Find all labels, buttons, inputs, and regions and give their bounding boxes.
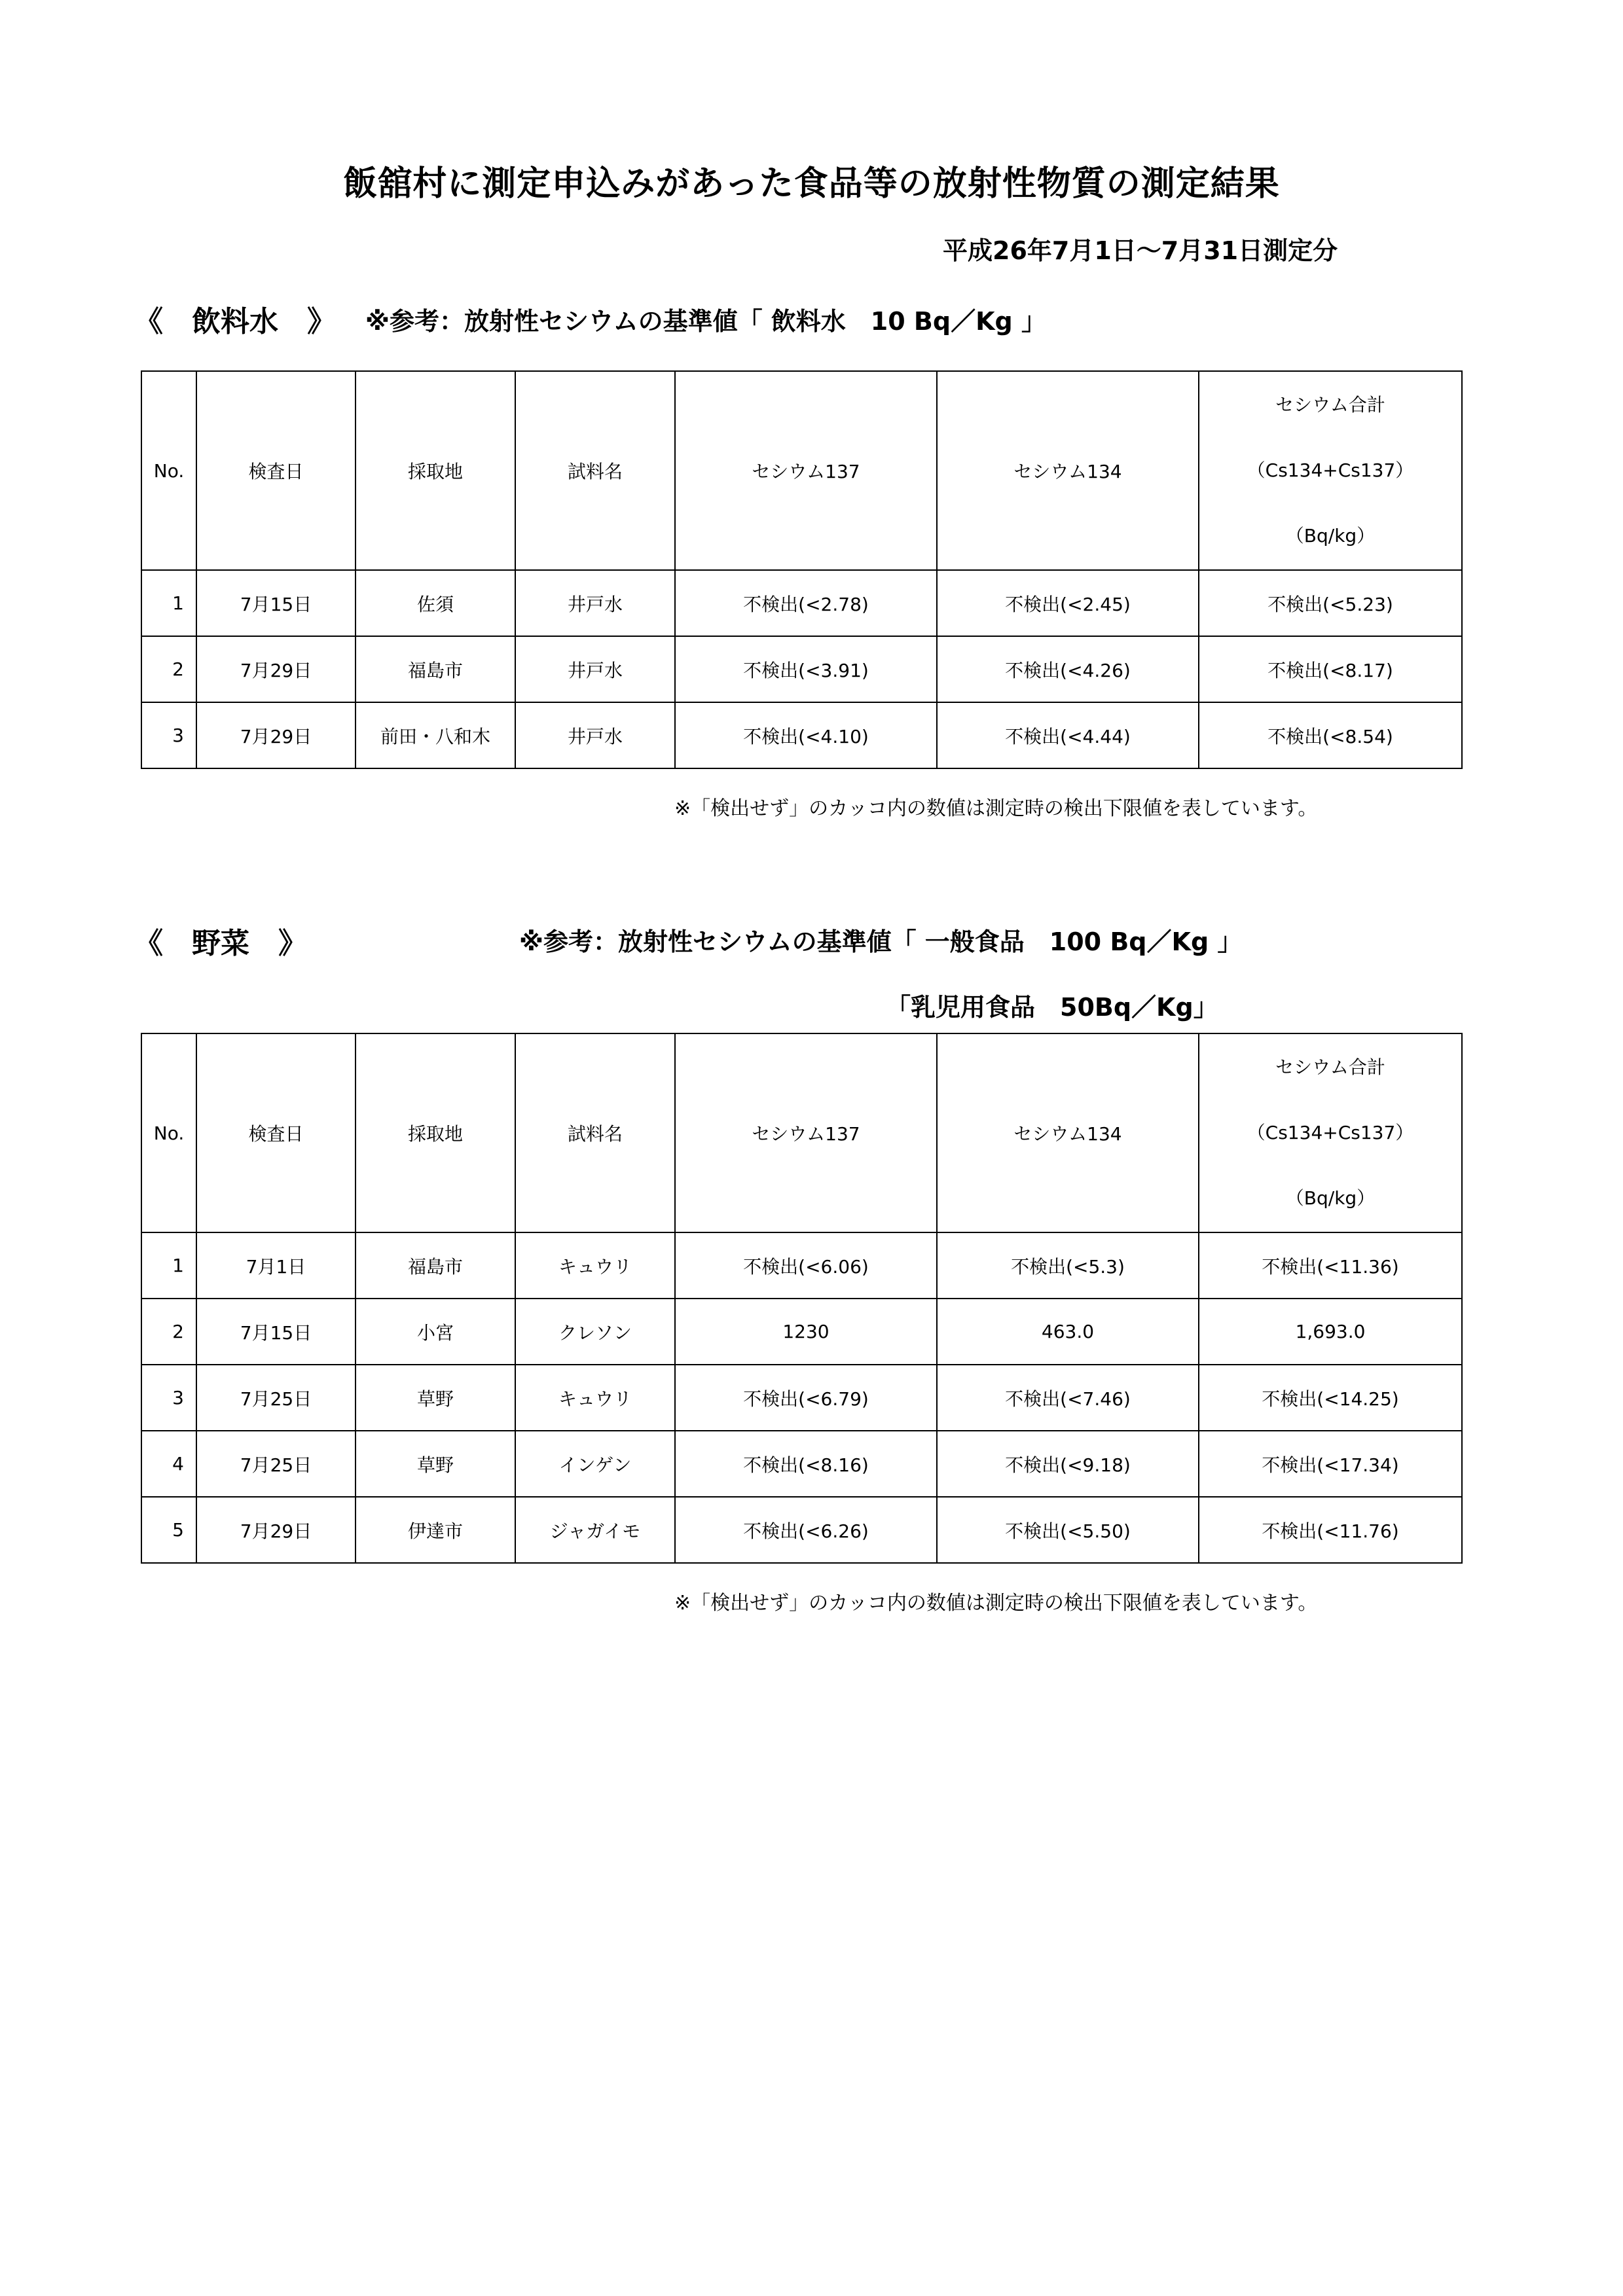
cell-total: 不検出(<17.34) <box>1199 1431 1462 1497</box>
cell-no: 2 <box>141 1299 196 1365</box>
cell-no: 1 <box>141 570 196 636</box>
cell-date: 7月25日 <box>196 1431 356 1497</box>
cell-location: 小宮 <box>356 1299 515 1365</box>
header-total-line2: （Cs134+Cs137） <box>1247 459 1414 481</box>
cell-location: 伊達市 <box>356 1497 515 1563</box>
cell-total: 不検出(<8.17) <box>1199 636 1462 702</box>
cell-location: 佐須 <box>356 570 515 636</box>
header-total-line3: （Bq/kg） <box>1285 525 1376 547</box>
header-location: 採取地 <box>356 1033 515 1232</box>
cell-total: 不検出(<14.25) <box>1199 1365 1462 1431</box>
cell-sample: キュウリ <box>515 1365 675 1431</box>
header-total-line2: （Cs134+Cs137） <box>1247 1122 1414 1143</box>
header-sample: 試料名 <box>515 1033 675 1232</box>
cell-no: 5 <box>141 1497 196 1563</box>
cell-location: 前田・八和木 <box>356 702 515 768</box>
drinking-water-footnote: ※「検出せず」のカッコ内の数値は測定時の検出下限値を表しています。 <box>674 797 1318 820</box>
cell-sample: キュウリ <box>515 1232 675 1299</box>
table-row <box>141 702 1462 768</box>
cell-no: 4 <box>141 1431 196 1497</box>
cell-location: 福島市 <box>356 1232 515 1299</box>
cell-no: 3 <box>141 1365 196 1431</box>
cell-cs134: 不検出(<2.45) <box>937 570 1199 636</box>
header-total-line1: セシウム合計 <box>1275 394 1385 416</box>
cell-sample: クレソン <box>515 1299 675 1365</box>
cell-cs134: 不検出(<5.50) <box>937 1497 1199 1563</box>
header-cs137: セシウム137 <box>675 1033 937 1232</box>
cell-total: 不検出(<5.23) <box>1199 570 1462 636</box>
header-location: 採取地 <box>356 371 515 570</box>
header-no: No. <box>141 371 196 570</box>
header-no: No. <box>141 1033 196 1232</box>
cell-cs134: 不検出(<9.18) <box>937 1431 1199 1497</box>
table-header-row <box>141 371 1462 570</box>
table-header-row <box>141 1033 1462 1232</box>
header-total-line1: セシウム合計 <box>1275 1056 1385 1078</box>
vegetables-reference: ※参考：放射性セシウムの基準値「 一般食品 100 Bq／Kg 」 <box>519 927 1243 956</box>
header-total-line3: （Bq/kg） <box>1285 1187 1376 1209</box>
cell-cs137: 不検出(<6.26) <box>675 1497 937 1563</box>
cell-sample: 井戸水 <box>515 570 675 636</box>
cell-cs134: 不検出(<4.44) <box>937 702 1199 768</box>
cell-sample: インゲン <box>515 1431 675 1497</box>
vegetables-footnote: ※「検出せず」のカッコ内の数値は測定時の検出下限値を表しています。 <box>674 1592 1318 1615</box>
vegetables-heading: 《 野菜 》 <box>134 927 307 960</box>
header-total <box>1199 371 1462 570</box>
header-date: 検査日 <box>196 1033 356 1232</box>
cell-location: 草野 <box>356 1431 515 1497</box>
cell-no: 1 <box>141 1232 196 1299</box>
cell-sample: 井戸水 <box>515 636 675 702</box>
cell-cs134: 不検出(<4.26) <box>937 636 1199 702</box>
cell-cs137: 不検出(<3.91) <box>675 636 937 702</box>
cell-location: 福島市 <box>356 636 515 702</box>
cell-total: 不検出(<8.54) <box>1199 702 1462 768</box>
header-cs137: セシウム137 <box>675 371 937 570</box>
cell-date: 7月15日 <box>196 570 356 636</box>
cell-cs137: 不検出(<8.16) <box>675 1431 937 1497</box>
table-row <box>141 636 1462 702</box>
header-cs134: セシウム134 <box>937 371 1199 570</box>
cell-cs137: 不検出(<2.78) <box>675 570 937 636</box>
cell-cs137: 不検出(<6.79) <box>675 1365 937 1431</box>
cell-cs134: 不検出(<5.3) <box>937 1232 1199 1299</box>
cell-cs137: 不検出(<4.10) <box>675 702 937 768</box>
drinking-water-table <box>141 370 1463 769</box>
header-sample: 試料名 <box>515 371 675 570</box>
cell-location: 草野 <box>356 1365 515 1431</box>
cell-no: 3 <box>141 702 196 768</box>
cell-sample: 井戸水 <box>515 702 675 768</box>
cell-date: 7月1日 <box>196 1232 356 1299</box>
cell-cs134: 463.0 <box>937 1299 1199 1365</box>
table-row <box>141 1431 1462 1497</box>
table-row <box>141 1232 1462 1299</box>
table-row <box>141 1299 1462 1365</box>
cell-cs134: 不検出(<7.46) <box>937 1365 1199 1431</box>
document-title: 飯舘村に測定申込みがあった食品等の放射性物質の測定結果 <box>343 164 1280 204</box>
cell-date: 7月29日 <box>196 1497 356 1563</box>
vegetables-table <box>141 1033 1463 1564</box>
cell-total: 不検出(<11.36) <box>1199 1232 1462 1299</box>
header-date: 検査日 <box>196 371 356 570</box>
cell-no: 2 <box>141 636 196 702</box>
cell-total: 不検出(<11.76) <box>1199 1497 1462 1563</box>
table-row <box>141 1365 1462 1431</box>
cell-date: 7月29日 <box>196 702 356 768</box>
vegetables-reference-infant: 「乳児用食品 50Bq／Kg」 <box>886 993 1218 1022</box>
cell-sample: ジャガイモ <box>515 1497 675 1563</box>
cell-cs137: 1230 <box>675 1299 937 1365</box>
drinking-water-reference: ※参考：放射性セシウムの基準値「 飲料水 10 Bq／Kg 」 <box>365 307 1046 336</box>
cell-date: 7月15日 <box>196 1299 356 1365</box>
drinking-water-heading: 《 飲料水 》 <box>134 305 336 338</box>
cell-cs137: 不検出(<6.06) <box>675 1232 937 1299</box>
table-row <box>141 1497 1462 1563</box>
cell-date: 7月29日 <box>196 636 356 702</box>
cell-total: 1,693.0 <box>1199 1299 1462 1365</box>
cell-date: 7月25日 <box>196 1365 356 1431</box>
measurement-period: 平成26年7月1日～7月31日測定分 <box>943 236 1338 265</box>
table-row <box>141 570 1462 636</box>
header-cs134: セシウム134 <box>937 1033 1199 1232</box>
header-total <box>1199 1033 1462 1232</box>
